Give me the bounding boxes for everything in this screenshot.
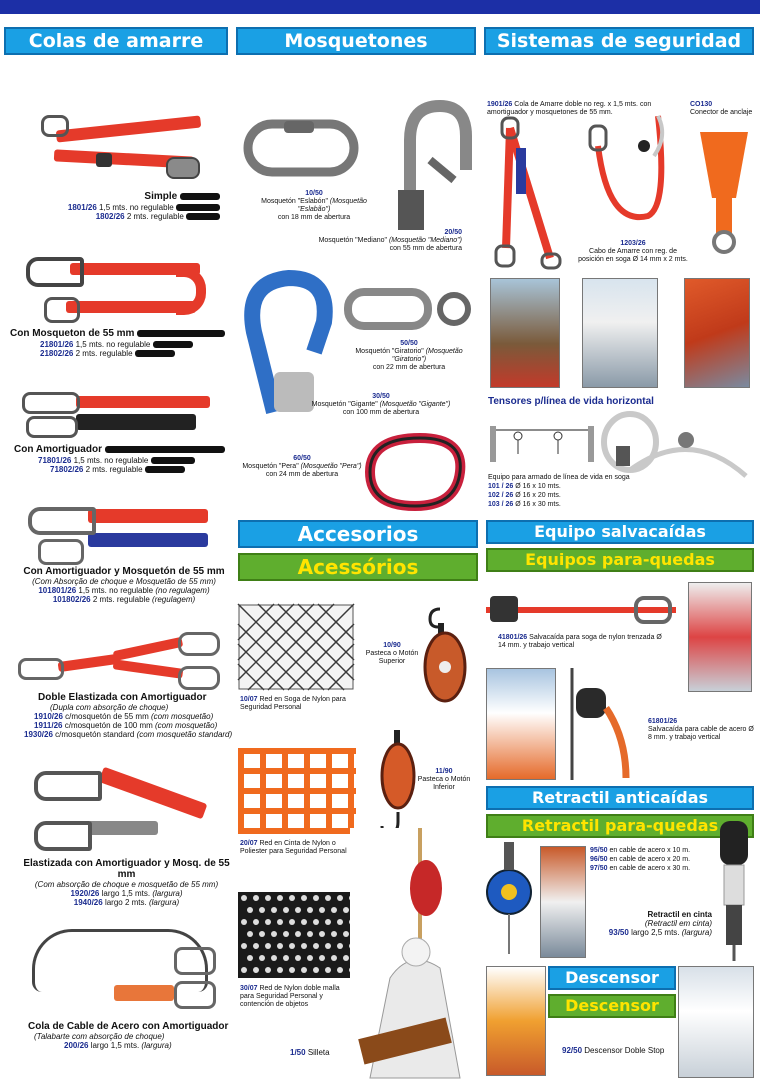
mosq-60-text: 60/50 Mosquetón "Pera" (Mosquetão "Pera") con 24 mm de abertura (242, 455, 362, 478)
colas-elastizada-text: Elastizada con Amortiguador y Mosq. de 55 mm (Com absorção de choque e mosquetão de 55 mm) 1920/26 largo 1,5 mts. (largura) 1940/26 largo 2 mts. (largura) (23, 858, 230, 907)
lanyard-elastizada-image (28, 765, 214, 855)
descensor-text: 92/50 Descensor Doble Stop (562, 1046, 665, 1055)
tensores-title: Tensores p/línea de vida horizontal (488, 396, 654, 407)
salvacaidas-photo-1 (688, 582, 752, 692)
acc-1-50-text: 1/50 Silleta (290, 1048, 330, 1057)
worker-photo-1 (490, 278, 560, 388)
mosq-20-text: 20/50 Mosquetón "Mediano" (Mosquetão "Mediano") con 55 mm de abertura (318, 229, 462, 252)
header-mosquetones: Mosquetones (236, 27, 476, 55)
position-lanyard-image (588, 106, 678, 236)
tensores-text: Equipo para armado de línea de vida en soga 101 / 26 Ø 16 x 10 mts. 102 / 26 Ø 16 x 20 mts. 103 / 26 Ø 16 x 30 mts. (488, 474, 630, 508)
net-rope-image (238, 604, 354, 690)
acc-30-07-text: 30/07 Red de Nylon doble malla para Seguridad Personal y contención de objetos (240, 985, 340, 1008)
header-sistemas: Sistemas de seguridad (484, 27, 754, 55)
salvacaidas-photo-2 (486, 668, 556, 780)
mosq-30-text: 30/50 Mosquetón "Gigante" (Mosquetão "Gigante") con 100 mm de abertura (311, 393, 451, 416)
silleta-photo (350, 828, 480, 1078)
mosq-50-text: 50/50 Mosquetón "Giratorio" (Mosquetão "Giratorio") con 22 mm de abertura (355, 340, 463, 371)
acc-10-07-text: 10/07 Red en Soga de Nylon para Seguridad Personal (240, 696, 346, 711)
double-lanyard-image (490, 118, 570, 268)
header-descensor-2: Descensor (548, 994, 676, 1018)
header-retractil-anticaidas: Retractil anticaídas (486, 786, 754, 810)
worker-photo-3 (684, 278, 750, 388)
net-webbing-image (238, 748, 356, 834)
lanyard-doble-elastizada-image (18, 630, 218, 690)
lanyard-simple-image (36, 105, 206, 185)
acc-10-90-text: 10/90 Pasteca o Motón Superior (365, 642, 419, 665)
retractil-cinta-image (714, 815, 754, 965)
header-retractil-para-quedas: Retractil para-quedas (486, 814, 754, 838)
tensores-diagram (488, 414, 598, 462)
header-equipos-para-quedas: Equipos para-quedas (486, 548, 754, 572)
retractil-cable-image (484, 842, 534, 962)
descensor-photo-1 (486, 966, 546, 1076)
retractil-lines: 95/50 en cable de acero x 10 m. 96/50 en cable de acero x 20 m. 97/50 en cable de acero x 30 m. (590, 847, 691, 872)
carabiner-pera-image (360, 432, 470, 512)
carabiner-mediano-image (390, 100, 470, 240)
retractil-photo (540, 846, 586, 958)
net-double-mesh-image (238, 892, 356, 978)
descensor-photo-2 (678, 966, 754, 1078)
header-colas: Colas de amarre (4, 27, 228, 55)
acc-20-07-text: 20/07 Red en Cinta de Nylon o Poliester para Seguridad Personal (240, 840, 347, 855)
header-descensor-1: Descensor (548, 966, 676, 990)
lanyard-mosqueton-image (26, 253, 216, 323)
header-equipo-salvacaidas: Equipo salvacaídas (486, 520, 754, 544)
cable-grab-image (566, 668, 646, 780)
lanyard-cable-acero-image (24, 925, 214, 1015)
colas-cable-text: Cola de Cable de Acero con Amortiguador (Talabarte com absorção de choque) 200/26 largo 1,5 mts. (largura) (28, 1021, 229, 1050)
top-bar (0, 0, 760, 14)
salv-41801-text: 41801/26 Salvacaída para soga de nylon trenzada Ø 14 mm. y trabajo vertical (498, 634, 662, 649)
carabiner-eslabon-image (244, 118, 364, 178)
sist-co130-text: CO130 Conector de anclaje (690, 101, 753, 116)
carabiner-giratorio-image (344, 284, 474, 334)
anchor-connector-image (696, 128, 752, 258)
header-acessorios: Acessórios (238, 553, 478, 581)
retractil-cinta-text: Retractil en cinta (Retractil em cinta) 93/50 largo 2,5 mts. (largura) (608, 910, 712, 937)
salv-61801-text: 61801/26 Salvacaída para cable de acero Ø 8 mm. y trabajo vertical (648, 718, 754, 741)
colas-doble-text: Doble Elastizada con Amortiguador (Dupla com absorção de choque) 1910/26 c/mosquetón de 55 mm (com mosquetão) 1911/26 c/mosquetón de 100 mm (com mosquetão) 1930/26 c/mosquetón standard (com mosquetão standard) (24, 692, 233, 739)
lanyard-amortiguador-mosqueton-image (28, 505, 214, 565)
colas-amortiguador-text: Con Amortiguador 71801/26 1,5 mts. no regulable 71802/26 2 mts. regulable (14, 444, 234, 474)
sist-1203-text: 1203/26 Cabo de Amarre con reg. de posición en soga Ø 14 mm x 2 mts. (578, 240, 688, 263)
colas-mosqueton-text: Con Mosqueton de 55 mm 21801/26 1,5 mts. no regulable 21802/26 2 mts. regulable (10, 328, 230, 358)
pulley-superior-image (420, 605, 470, 705)
rope-grab-image (486, 588, 676, 638)
sist-1901-text: 1901/26 Cola de Amarre doble no reg. x 1,5 mts. con amortiguador y mosquetones de 55 mm. (487, 101, 652, 116)
colas-amort-mosq-text: Con Amortiguador y Mosquetón de 55 mm (Com Absorção de choque e Mosquetão de 55 mm) 101801/26 1,5 mts. no regulable (no regulagem) 101802/26 2 mts. regulable (regulagem) (23, 566, 225, 604)
header-accesorios: Accesorios (238, 520, 478, 548)
mosq-10-text: 10/50 Mosquetón "Eslabón" (Mosquetão "Eslabão") con 18 mm de abertura (261, 190, 367, 221)
worker-photo-2 (582, 278, 658, 388)
acc-11-90-text: 11/90 Pasteca o Motón Inferior (417, 768, 471, 791)
colas-simple-text: Simple 1801/26 1,5 mts. no regulable 1802/26 2 mts. regulable (30, 191, 220, 221)
lanyard-amortiguador-image (22, 390, 214, 440)
